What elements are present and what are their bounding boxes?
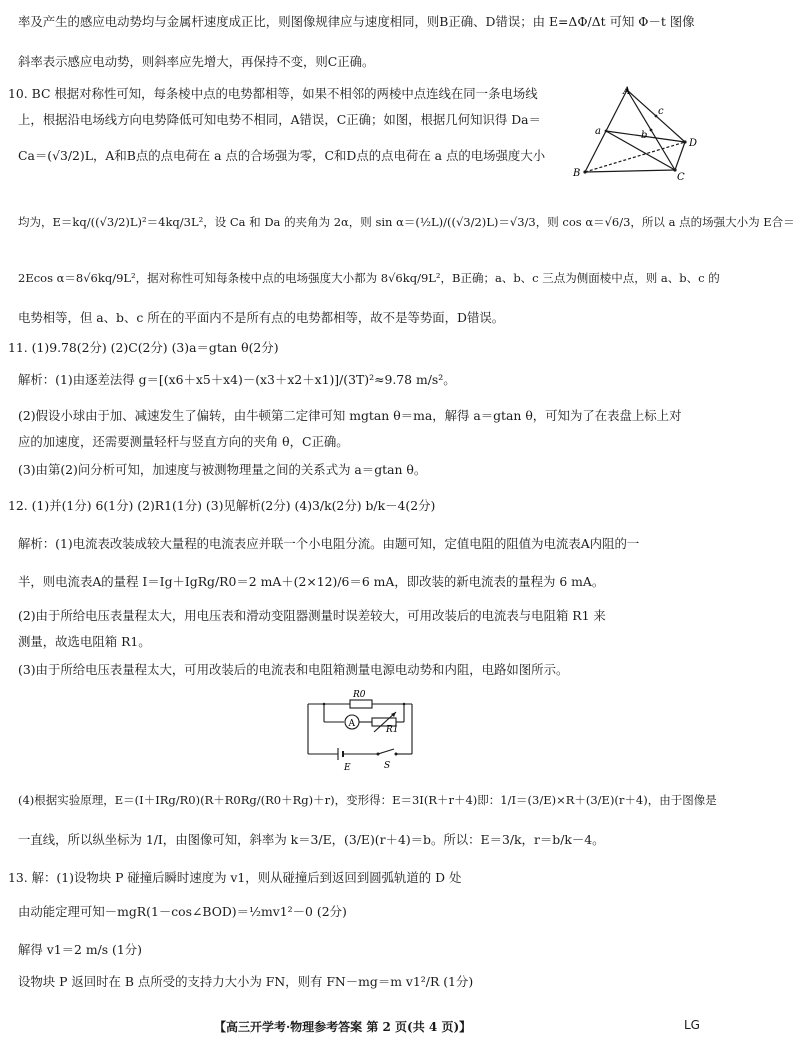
switch-label: S xyxy=(384,761,391,771)
text-line: (2)假设小球由于加、减速发生了偏转，由牛顿第二定律可知 mgtan θ＝ma，解得 a＝gtan θ，可知为了在表盘上标上对 xyxy=(18,408,682,423)
text-line: 11. (1)9.78(2分) (2)C(2分) (3)a＝gtan θ(2分) xyxy=(8,340,279,355)
ammeter-label: A xyxy=(348,719,355,729)
text-line: 设物块 P 返回时在 B 点所受的支持力大小为 FN，则有 FN－mg＝m v1²/R (1分) xyxy=(18,974,474,989)
text-line: (4)根据实验原理，E＝(I＋IRg/R0)(R＋R0Rg/(R0＋Rg)＋r)，变形得：E＝3I(R＋r＋4)即：1/I＝(3/E)×R＋(3/E)(r＋4)，由于图像是 xyxy=(18,793,717,807)
text-line: (2)由于所给电压表量程太大，用电压表和滑动变阻器测量时误差较大，可用改装后的电流表与电阻箱 R1 来 xyxy=(18,608,606,623)
text-line: 解析：(1)电流表改装成较大量程的电流表应并联一个小电阻分流。由题可知，定值电阻的阻值为电流表A内阻的一 xyxy=(18,536,640,551)
r1-label: R1 xyxy=(386,725,399,735)
text-line: 测量，故选电阻箱 R1。 xyxy=(18,634,151,649)
text-line: 10. BC 根据对称性可知，每条棱中点的电势都相等，如果不相邻的两棱中点连线在同一条电场线 xyxy=(8,86,538,101)
vertex-label: C xyxy=(677,172,685,183)
circuit-diagram xyxy=(300,686,430,772)
vertex-label: A xyxy=(623,86,631,97)
vertex-label: D xyxy=(689,138,698,149)
text-line: 上，根据沿电场线方向电势降低可知电势不相同，A错误，C正确；如图，根据几何知识得 Da＝ xyxy=(18,112,541,127)
text-line: (3)由第(2)问分析可知，加速度与被测物理量之间的关系式为 a＝gtan θ。 xyxy=(18,462,427,477)
text-line: 2Ecos α＝8√6kq/9L²，据对称性可知每条棱中点的电场强度大小都为 8√6kq/9L²，B正确；a、b、c 三点为侧面棱中点，则 a、b、c 的 xyxy=(18,271,720,285)
vertex-label: B xyxy=(573,168,581,179)
text-line: 解析：(1)由逐差法得 g＝[(x6＋x5＋x4)－(x3＋x2＋x1)]/(3T)²≈9.78 m/s²。 xyxy=(18,372,456,387)
footer-title: 【高三开学考·物理参考答案 第 2 页(共 4 页)】 xyxy=(214,1020,472,1034)
text-line: 均为，E＝kq/((√3/2)L)²＝4kq/3L²，设 Ca 和 Da 的夹角为 2α，则 sin α＝(½L)/((√3/2)L)＝√3/3，则 cos α＝√6/3，所以 a 点的场强大小为 E合＝ xyxy=(18,215,795,229)
battery-label: E xyxy=(344,763,351,773)
footer-code: LG xyxy=(684,1018,700,1032)
text-line: 斜率表示感应电动势，则斜率应先增大，再保持不变，则C正确。 xyxy=(18,54,375,69)
text-line: 12. (1)并(1分) 6(1分) (2)R1(1分) (3)见解析(2分) (4)3/k(2分) b/k－4(2分) xyxy=(8,498,436,513)
text-line: 率及产生的感应电动势均与金属杆速度成正比，则图像规律应与速度相同，则B正确、D错误；由 E=ΔΦ/Δt 可知 Φ－t 图像 xyxy=(18,14,695,29)
text-line: 由动能定理可知－mgR(1－cos∠BOD)＝½mv1²－0 (2分) xyxy=(18,904,347,919)
text-line: 应的加速度，还需要测量轻杆与竖直方向的夹角 θ，C正确。 xyxy=(18,434,349,449)
point-label: b xyxy=(641,130,648,141)
text-line: (3)由于所给电压表量程太大，可用改装后的电流表和电阻箱测量电源电动势和内阻，电路如图所示。 xyxy=(18,662,569,677)
point-label: a xyxy=(595,126,601,137)
text-line: 电势相等，但 a、b、c 所在的平面内不是所有点的电势都相等，故不是等势面，D错误。 xyxy=(18,310,505,325)
tetrahedron-figure xyxy=(565,84,703,184)
text-line: 解得 v1＝2 m/s (1分) xyxy=(18,942,142,957)
text-line: 半，则电流表A的量程 I＝Ig＋IgRg/R0＝2 mA＋(2×12)/6＝6 mA，即改装的新电流表的量程为 6 mA。 xyxy=(18,574,605,589)
text-line: 一直线，所以纵坐标为 1/I，由图像可知，斜率为 k＝3/E，(3/E)(r＋4)＝b。所以：E＝3/k，r＝b/k－4。 xyxy=(18,832,605,847)
r0-label: R0 xyxy=(353,690,366,700)
text-line: 13. 解：(1)设物块 P 碰撞后瞬时速度为 v1，则从碰撞后到返回到圆弧轨道的 D 处 xyxy=(8,870,462,885)
point-label: c xyxy=(658,106,664,117)
text-line: Ca＝(√3/2)L，A和B点的点电荷在 a 点的合场强为零，C和D点的点电荷在 a 点的电场强度大小 xyxy=(18,148,546,163)
